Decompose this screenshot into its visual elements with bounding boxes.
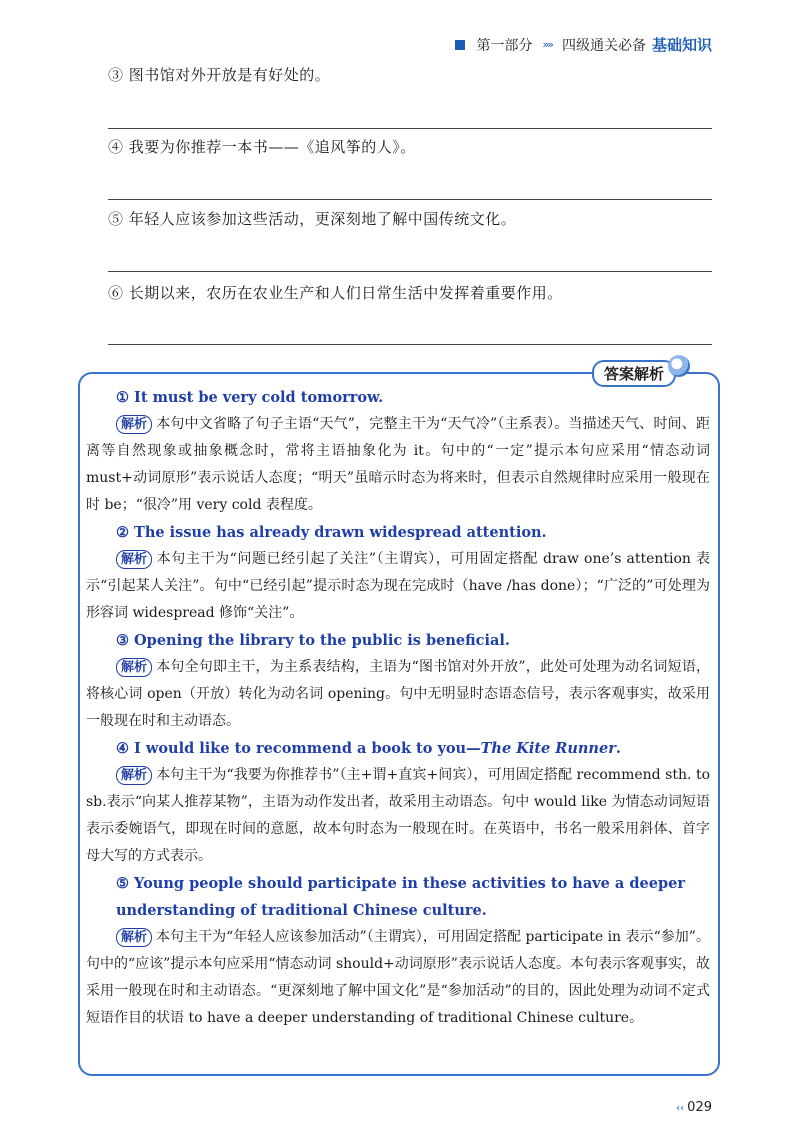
header-square-icon bbox=[455, 40, 465, 50]
header-section: 基础知识 bbox=[651, 36, 712, 54]
answer-4-sentence-post: . bbox=[615, 740, 621, 757]
answer-line-3 bbox=[108, 128, 712, 129]
question-4: ④ 我要为你推荐一本书——《追风筝的人》。 bbox=[108, 138, 416, 156]
analysis-tag: 解析 bbox=[116, 766, 152, 785]
analysis-tag: 解析 bbox=[116, 658, 152, 677]
badge-circle-icon bbox=[668, 355, 690, 377]
question-3: ③ 图书馆对外开放是有好处的。 bbox=[108, 66, 331, 84]
question-5: ⑤ 年轻人应该参加这些活动，更深刻地了解中国传统文化。 bbox=[108, 210, 517, 228]
header-book: 四级通关必备 bbox=[561, 37, 646, 54]
answer-3-sentence: ③ Opening the library to the public is beneficial. bbox=[116, 632, 510, 649]
answer-4-explanation bbox=[86, 762, 710, 870]
analysis-tag: 解析 bbox=[116, 550, 152, 569]
answer-line-4 bbox=[108, 199, 712, 200]
answer-2-explanation-text: 本句主干为“问题已经引起了关注”（主谓宾），可用固定搭配 draw one’s attention 表示“引起某人关注”。句中“已经引起”提示时态为现在完成时（have /has done）；“广泛的”可处理为形容词 widespread 修饰“关注”。 bbox=[86, 551, 710, 621]
page-arrows-icon: ‹‹ bbox=[676, 1103, 685, 1114]
answer-4-book-title: The Kite Runner bbox=[480, 740, 616, 757]
answer-line-5 bbox=[108, 271, 712, 272]
answer-1-sentence: ① It must be very cold tomorrow. bbox=[116, 389, 384, 406]
answer-1-explanation bbox=[86, 411, 710, 519]
answer-5-explanation bbox=[86, 924, 710, 1032]
analysis-tag: 解析 bbox=[116, 928, 152, 947]
header-arrows-icon: »» bbox=[542, 38, 552, 51]
answer-4-sentence-pre: ④ I would like to recommend a book to you— bbox=[116, 740, 481, 757]
page-number bbox=[676, 1100, 712, 1115]
header-part: 第一部分 bbox=[476, 37, 533, 54]
answer-5-sentence: ⑤ Young people should participate in these activities to have a deeper understanding of traditional Chinese culture. bbox=[116, 875, 685, 919]
answer-2-explanation bbox=[86, 546, 710, 627]
question-6: ⑥ 长期以来，农历在农业生产和人们日常生活中发挥着重要作用。 bbox=[108, 284, 563, 302]
page-number-text: 029 bbox=[687, 1100, 712, 1115]
running-header bbox=[455, 34, 712, 55]
answer-3-explanation-text: 本句全句即主干，为主系表结构，主语为“图书馆对外开放”，此处可处理为动名词短语，将核心词 open（开放）转化为动名词 opening。句中无明显时态语态信号，表示客观事实，故采用一般现在时和主动语态。 bbox=[86, 659, 710, 729]
answer-3-explanation bbox=[86, 654, 710, 735]
answer-4-explanation-text: 本句主干为“我要为你推荐书”（主+谓+直宾+间宾），可用固定搭配 recommend sth. to sb.表示“向某人推荐某物”，主语为动作发出者，故采用主动语态。句中 would like 为情态动词短语表示委婉语气，即现在时间的意愿，故本句时态为一般现在时。在英语中，书名一般采用斜体、首字母大写的方式表示。 bbox=[86, 767, 710, 864]
answer-content bbox=[86, 384, 710, 1032]
answer-4-sentence bbox=[86, 735, 710, 762]
analysis-tag: 解析 bbox=[116, 415, 152, 434]
answer-5-explanation-text: 本句主干为“年轻人应该参加活动”（主谓宾），可用固定搭配 participate in 表示“参加”。句中的“应该”提示本句应采用“情态动词 should+动词原形”表示说话人态度。本句表示客观事实，故采用一般现在时和主动语态。“更深刻地了解中国文化”是“参加活动”的目的，因此处理为动词不定式短语作目的状语 to have a deeper understanding of traditional Chinese culture。 bbox=[86, 929, 710, 1026]
answer-1-explanation-text: 本句中文省略了句子主语“天气”，完整主干为“天气冷”（主系表）。当描述天气、时间、距离等自然现象或抽象概念时，常将主语抽象化为 it。句中的“一定”提示本句应采用“情态动词 must+动词原形”表示说话人态度；“明天”虽暗示时态为将来时，但表示自然规律时应采用一般现在时 be；“很冷”用 very cold 表程度。 bbox=[86, 416, 710, 513]
answer-badge-label: 答案解析 bbox=[592, 360, 676, 387]
answer-2-sentence: ② The issue has already drawn widespread attention. bbox=[116, 524, 547, 541]
answer-badge bbox=[592, 360, 690, 387]
answer-line-6 bbox=[108, 344, 712, 345]
